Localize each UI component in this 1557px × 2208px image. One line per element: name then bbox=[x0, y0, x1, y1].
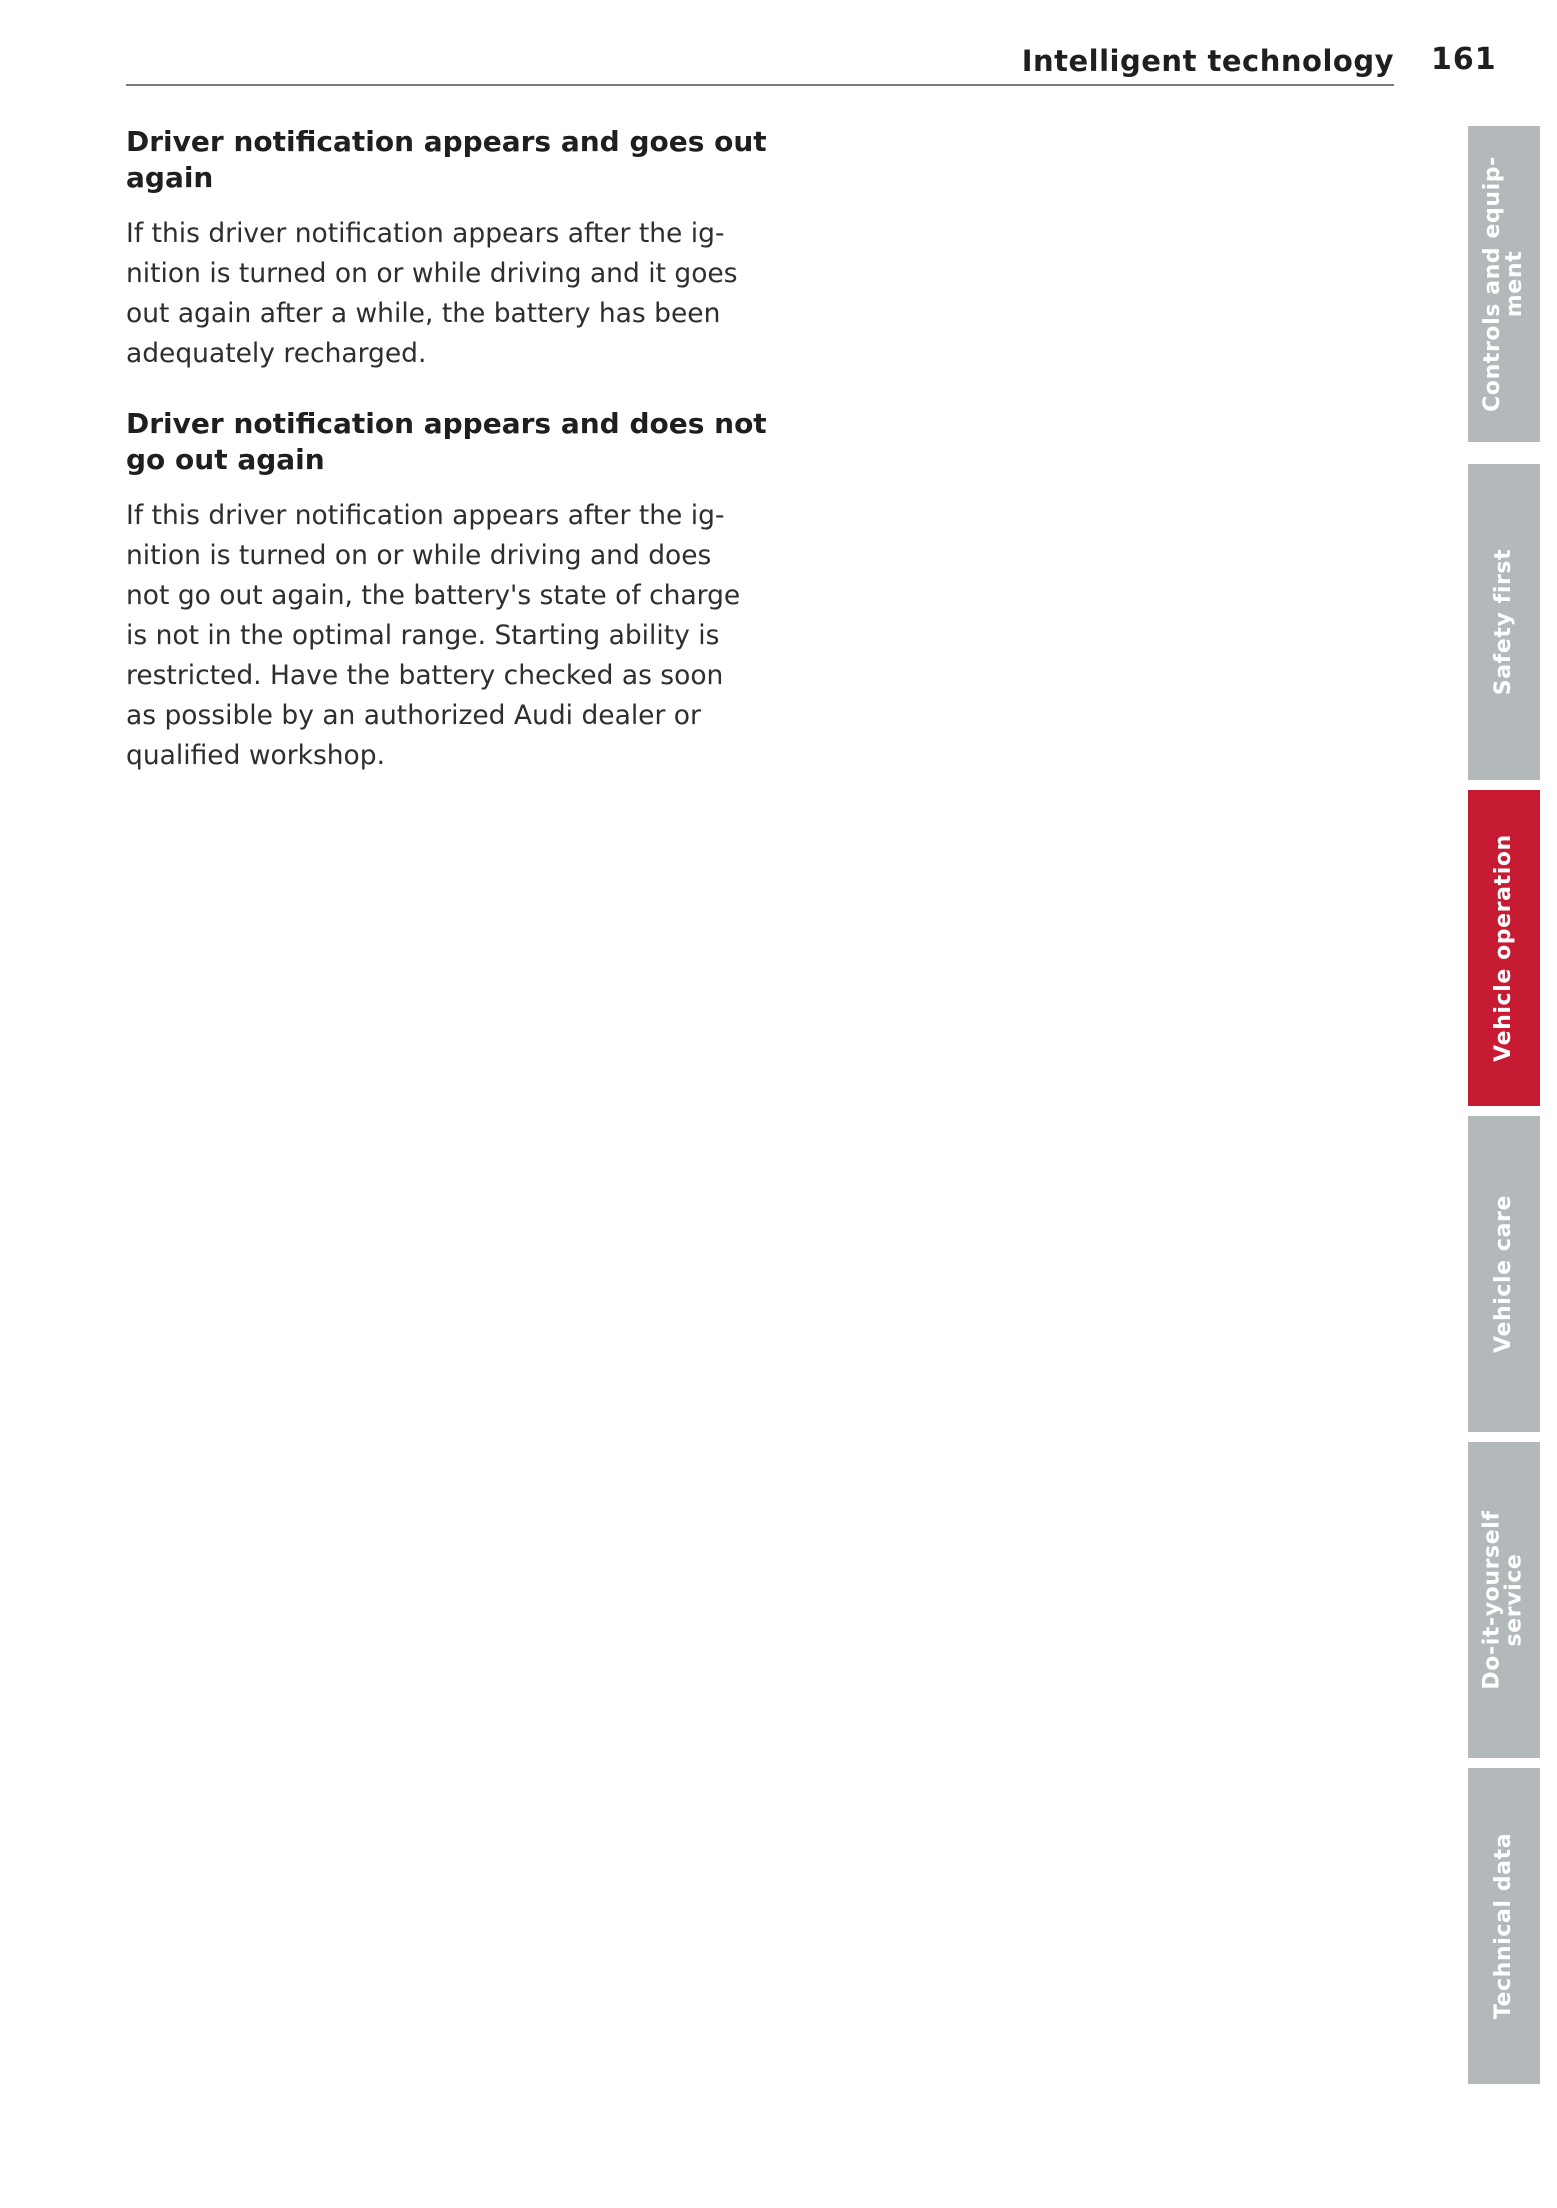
heading-line: Driver notification appears and goes out bbox=[126, 125, 767, 158]
paragraph-line: as possible by an authorized Audi dealer or bbox=[126, 700, 701, 731]
tab-label: Technical data bbox=[1491, 1832, 1517, 2020]
paragraph-line: restricted. Have the battery checked as soon bbox=[126, 660, 724, 691]
main-content bbox=[126, 124, 767, 808]
paragraph-line: out again after a while, the battery has been bbox=[126, 298, 721, 329]
tab-label: Vehicle operation bbox=[1491, 834, 1516, 1062]
running-header bbox=[126, 38, 1394, 86]
section-heading bbox=[126, 124, 767, 196]
heading-line: go out again bbox=[126, 443, 325, 476]
paragraph-line: qualified workshop. bbox=[126, 740, 386, 771]
tab-label: Safety first bbox=[1491, 548, 1517, 696]
chapter-tabs bbox=[1468, 126, 1540, 2086]
tab-vehicle-care[interactable] bbox=[1468, 1116, 1540, 1432]
tab-controls-and-equipment[interactable] bbox=[1468, 126, 1540, 442]
section-does-not-go-out bbox=[126, 406, 767, 776]
section-paragraph bbox=[126, 496, 741, 776]
tab-vehicle-operation[interactable] bbox=[1468, 790, 1540, 1106]
paragraph-line: is not in the optimal range. Starting ability is bbox=[126, 620, 720, 651]
tab-safety-first[interactable] bbox=[1468, 464, 1540, 780]
paragraph-line: If this driver notification appears after the ig- bbox=[126, 218, 725, 249]
paragraph-line: not go out again, the battery's state of charge bbox=[126, 580, 741, 611]
tab-technical-data[interactable] bbox=[1468, 1768, 1540, 2084]
chapter-title: Intelligent technology bbox=[1021, 44, 1394, 78]
tab-label: Vehicle care bbox=[1491, 1195, 1516, 1353]
paragraph-line: If this driver notification appears after the ig- bbox=[126, 500, 725, 531]
tab-do-it-yourself-service[interactable] bbox=[1468, 1442, 1540, 1758]
tab-label: Do-it-yourself service bbox=[1480, 1510, 1528, 1690]
heading-line: Driver notification appears and does not bbox=[126, 407, 767, 440]
section-paragraph bbox=[126, 214, 736, 374]
heading-line: again bbox=[126, 161, 214, 194]
paragraph-line: nition is turned on or while driving and it goes bbox=[126, 258, 738, 289]
page-number: 161 bbox=[1431, 42, 1497, 77]
paragraph-line: adequately recharged. bbox=[126, 338, 427, 369]
tab-label: Controls and equip- ment bbox=[1480, 156, 1528, 412]
section-goes-out-again bbox=[126, 124, 767, 374]
section-heading bbox=[126, 406, 767, 478]
paragraph-line: nition is turned on or while driving and does bbox=[126, 540, 712, 571]
